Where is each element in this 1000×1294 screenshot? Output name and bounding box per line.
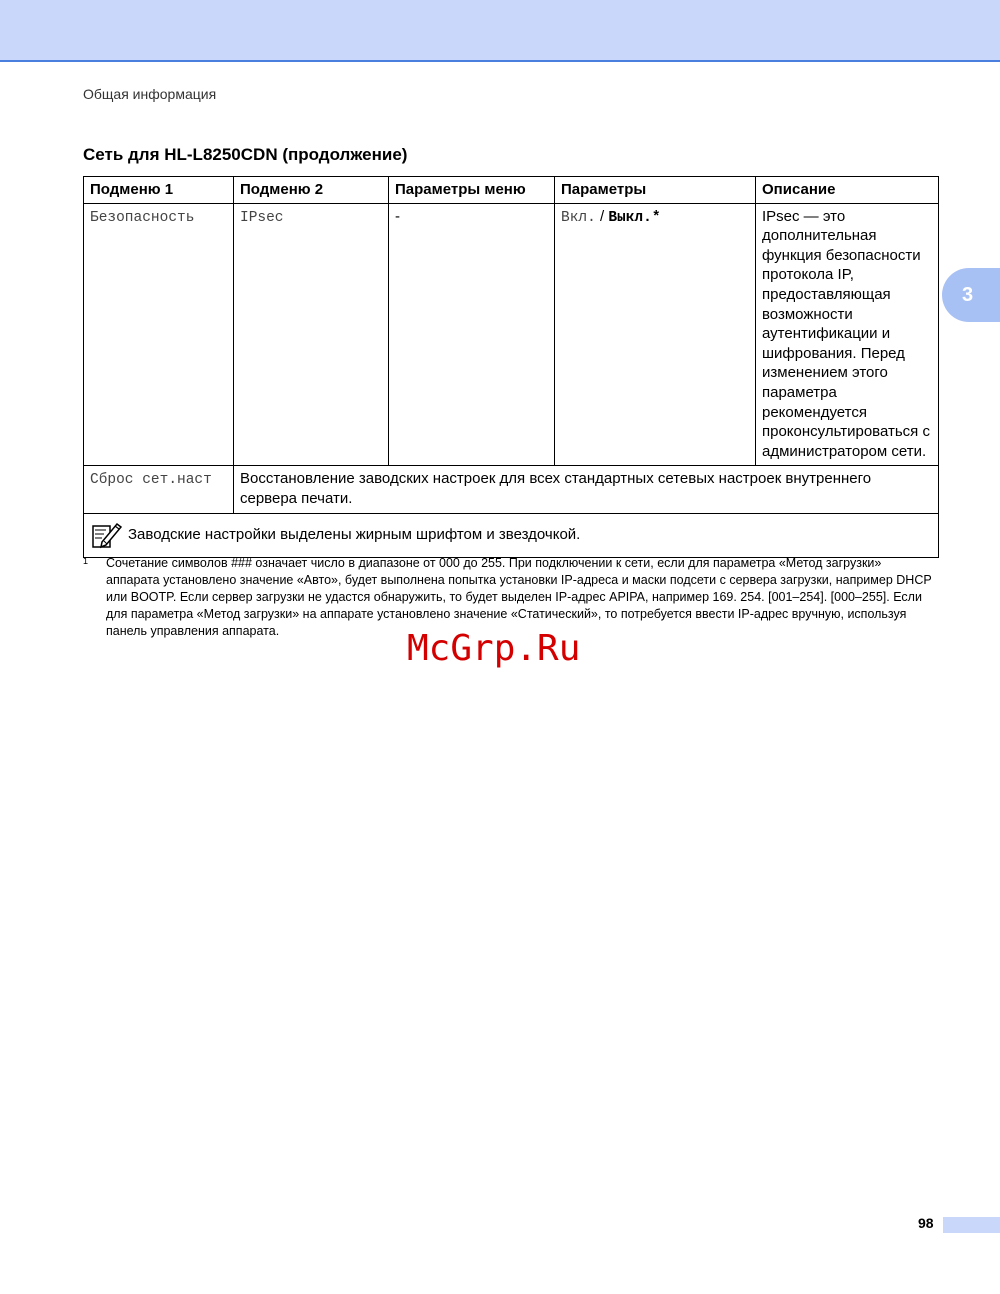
cell-menu-params: - <box>389 203 555 466</box>
param-separator: / <box>595 207 609 225</box>
cell-description: IPsec — это дополнительная функция безопасности протокола IP, предоставляющая возможности аутентификации и шифрования. Перед изменением этого параметра рекомендуется проконсультироваться с администратором сети. <box>756 203 939 466</box>
chapter-tab: 3 <box>942 268 1000 322</box>
cell-params <box>555 203 756 466</box>
table-note-row <box>84 513 939 557</box>
footnote-mark: 1 <box>83 556 89 566</box>
table-header-row <box>84 177 939 204</box>
param-off-default: Выкл.* <box>608 209 661 226</box>
footnote-text: Сочетание символов ### означает число в диапазоне от 000 до 255. При подключении к сети, если для параметра «Метод загрузки» аппарата установлено значение «Авто», будет выполнена попытка установки IP-адреса и маски подсети с сервера загрузки, например DHCP или BOOTP. Если сервер загрузки не удастся обнаружить, то будет выделен IP-адрес APIPA, например 169. 254. [001–254]. [000–255]. Если для параметра «Метод загрузки» на аппарате установлено значение «Статический», то потребуется ввести IP-адрес вручную, используя панель управления аппарата. <box>106 556 932 638</box>
top-header-band <box>0 0 1000 62</box>
cell-reset-description: Восстановление заводских настроек для всех стандартных сетевых настроек внутреннего сервера печати. <box>234 466 939 513</box>
table-row <box>84 203 939 466</box>
network-menu-table <box>83 176 939 558</box>
cell-submenu2: IPsec <box>234 203 389 466</box>
cell-submenu1: Безопасность <box>84 203 234 466</box>
running-header-title: Общая информация <box>83 86 217 102</box>
param-on: Вкл. <box>561 209 596 226</box>
page-number: 98 <box>918 1215 934 1231</box>
note-text: Заводские настройки выделены жирным шрифтом и звездочкой. <box>128 525 581 543</box>
pencil-note-icon <box>90 520 124 550</box>
column-header-description: Описание <box>756 177 939 204</box>
table-row <box>84 466 939 513</box>
page-number-bar <box>943 1217 1000 1233</box>
cell-submenu1: Сброс сет.наст <box>84 466 234 513</box>
column-header-submenu2: Подменю 2 <box>234 177 389 204</box>
column-header-submenu1: Подменю 1 <box>84 177 234 204</box>
column-header-params: Параметры <box>555 177 756 204</box>
section-title: Сеть для HL-L8250CDN (продолжение) <box>83 145 408 164</box>
column-header-menu-params: Параметры меню <box>389 177 555 204</box>
watermark-logo: McGrp.Ru <box>407 628 581 669</box>
